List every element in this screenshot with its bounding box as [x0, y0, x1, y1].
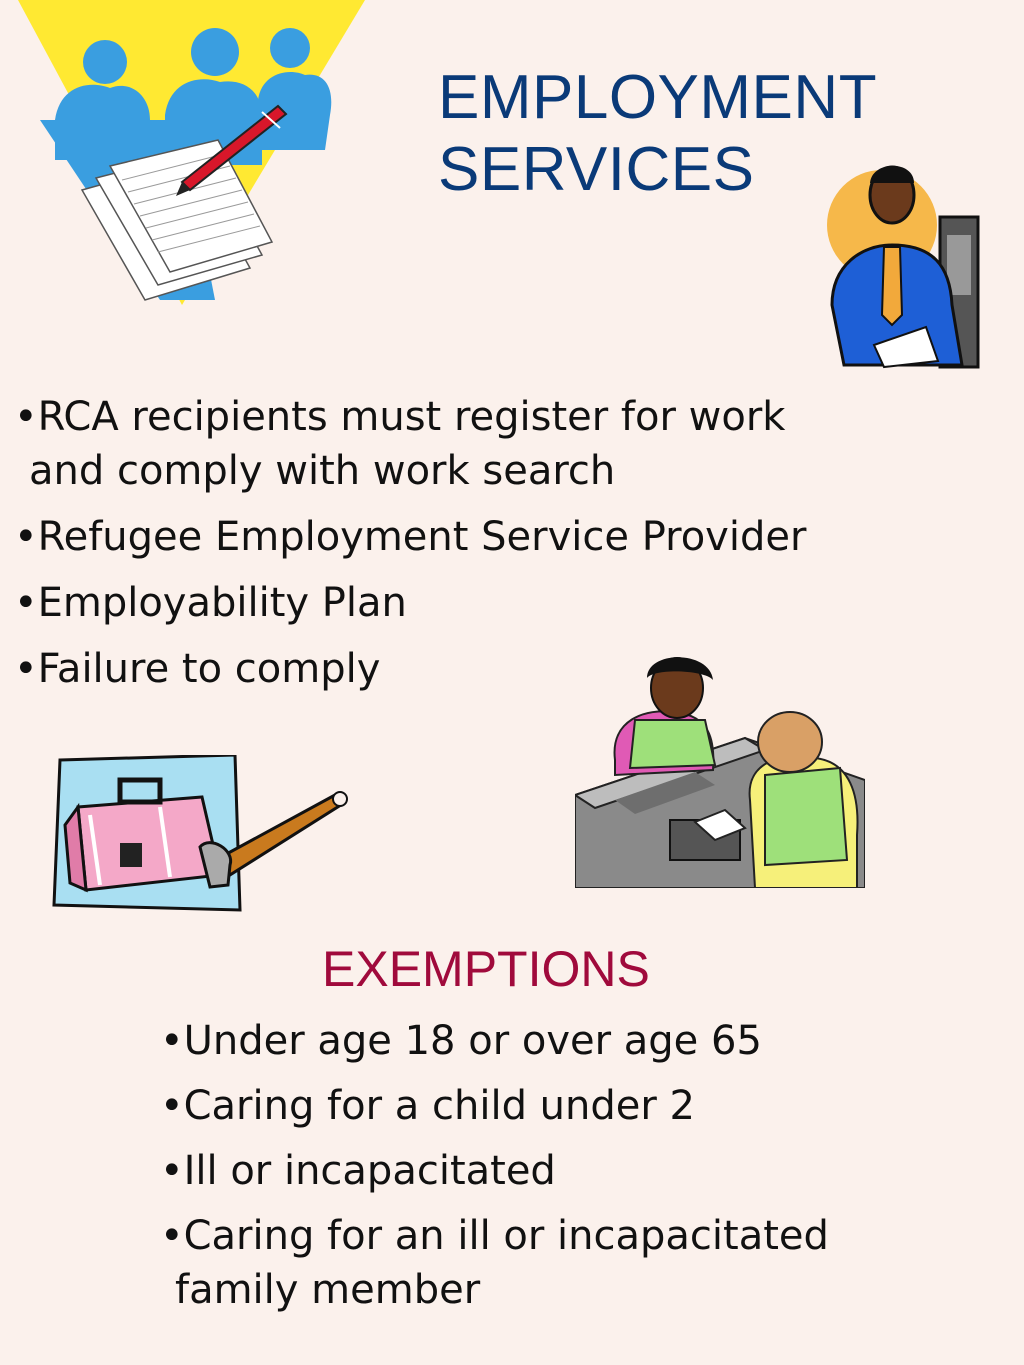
factory-workers-clipart — [575, 650, 865, 888]
page-title — [438, 62, 877, 206]
toolbox-wrench-clipart — [50, 755, 355, 915]
bullet-continuation: family member — [175, 1267, 481, 1313]
businessman-clipart — [822, 155, 980, 373]
list-item: •Caring for a child under 2 — [160, 1083, 695, 1129]
list-item: •Refugee Employment Service Provider — [14, 514, 807, 560]
people-writing-clipart — [0, 0, 370, 310]
list-item: •Under age 18 or over age 65 — [160, 1018, 762, 1064]
list-item — [14, 390, 894, 498]
exemptions-list — [160, 1014, 920, 1328]
title-line-2: SERVICES — [438, 135, 755, 204]
title-line-1: EMPLOYMENT — [438, 63, 878, 132]
bullet-line: •RCA recipients must register for work — [14, 394, 786, 440]
list-item: •Failure to comply — [14, 646, 381, 692]
list-item — [160, 1209, 920, 1317]
bullet-continuation: and comply with work search — [29, 448, 616, 494]
list-item: •Ill or incapacitated — [160, 1148, 556, 1194]
exemptions-heading: EXEMPTIONS — [322, 941, 650, 997]
list-item: •Employability Plan — [14, 580, 407, 626]
bullet-line: •Caring for an ill or incapacitated — [160, 1213, 829, 1259]
